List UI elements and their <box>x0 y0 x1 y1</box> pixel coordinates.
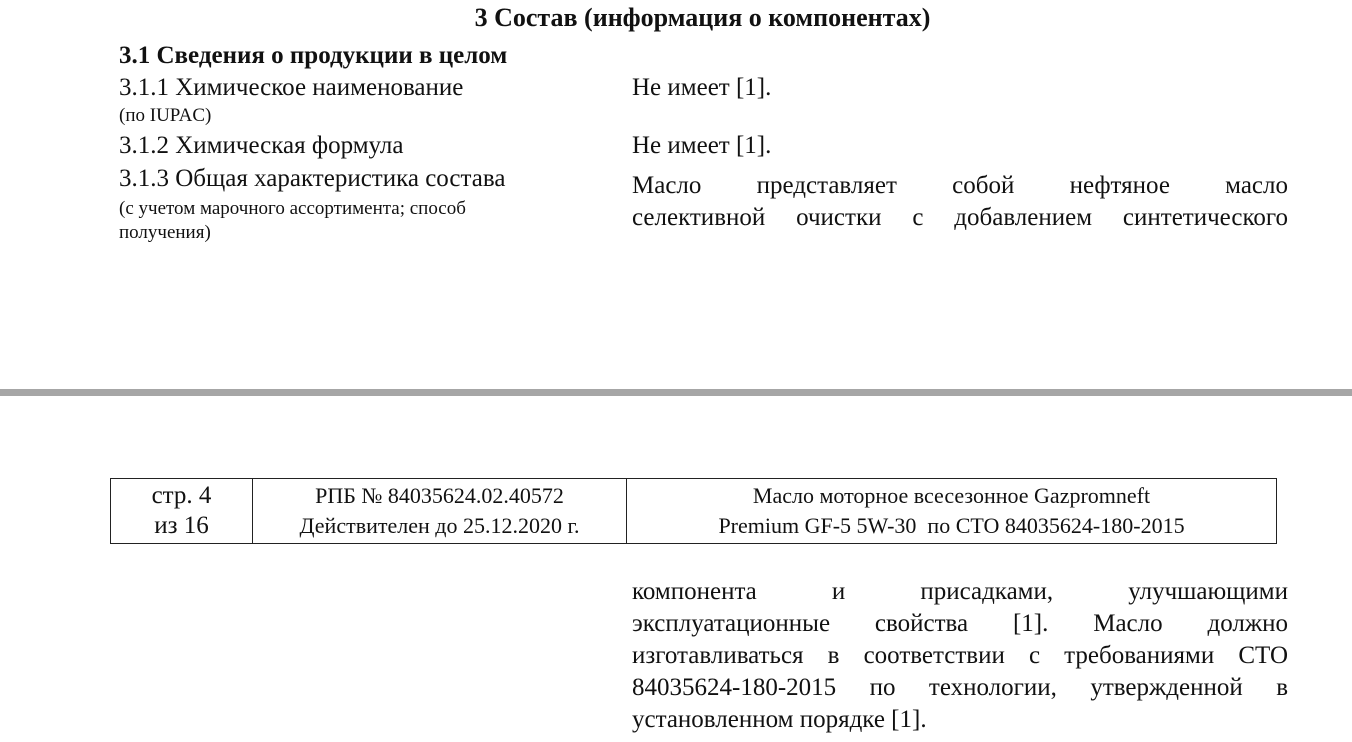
footer-page-number <box>111 479 253 544</box>
footer-page-line2: из 16 <box>154 512 209 539</box>
page-break-divider <box>0 389 1352 396</box>
footer-product <box>627 479 1277 544</box>
footer-product-line1: Масло моторное всесезонное Gazpromneft <box>752 483 1151 508</box>
item-note-composition: (с учетом марочного ассортимента; способ получения) <box>119 198 466 243</box>
paragraph-line: 84035624-180-2015 по технологии, утвержденной в <box>632 674 1288 701</box>
footer-rpb <box>253 479 627 544</box>
item-value-chemical-name: Не имеет [1]. <box>632 74 772 101</box>
paragraph-line: Масло представляет собой нефтяное масло <box>632 172 1288 199</box>
footer-rpb-line2: Действителен до 25.12.2020 г. <box>299 513 580 538</box>
paragraph-line: селективной очистки с добавлением синтетического <box>632 204 1288 231</box>
composition-paragraph-continuation <box>632 576 1288 736</box>
page-footer-table <box>110 478 1277 544</box>
item-label-chemical-formula: 3.1.2 Химическая формула <box>119 132 404 159</box>
footer-page-line1: стр. 4 <box>151 482 212 509</box>
footer-product-line2: Premium GF-5 5W-30 по СТО 84035624-180-2015 <box>718 513 1185 538</box>
composition-paragraph-start <box>632 170 1288 234</box>
paragraph-line: эксплуатационные свойства [1]. Масло должно <box>632 610 1288 637</box>
item-label-chemical-name: 3.1.1 Химическое наименование <box>119 74 464 101</box>
item-value-chemical-formula: Не имеет [1]. <box>632 132 772 159</box>
paragraph-line: изготавливаться в соответствии с требованиями СТО <box>632 642 1288 669</box>
item-note-iupac: (по IUPAC) <box>119 105 212 126</box>
paragraph-line: установленном порядке [1]. <box>632 706 927 733</box>
paragraph-line: компонента и присадками, улучшающими <box>632 578 1288 605</box>
footer-rpb-line1: РПБ № 84035624.02.40572 <box>315 483 564 508</box>
item-label-composition: 3.1.3 Общая характеристика состава <box>119 165 506 192</box>
section-title: 3 Состав (информация о компонентах) <box>474 3 931 32</box>
subsection-title: 3.1 Сведения о продукции в целом <box>119 42 508 69</box>
